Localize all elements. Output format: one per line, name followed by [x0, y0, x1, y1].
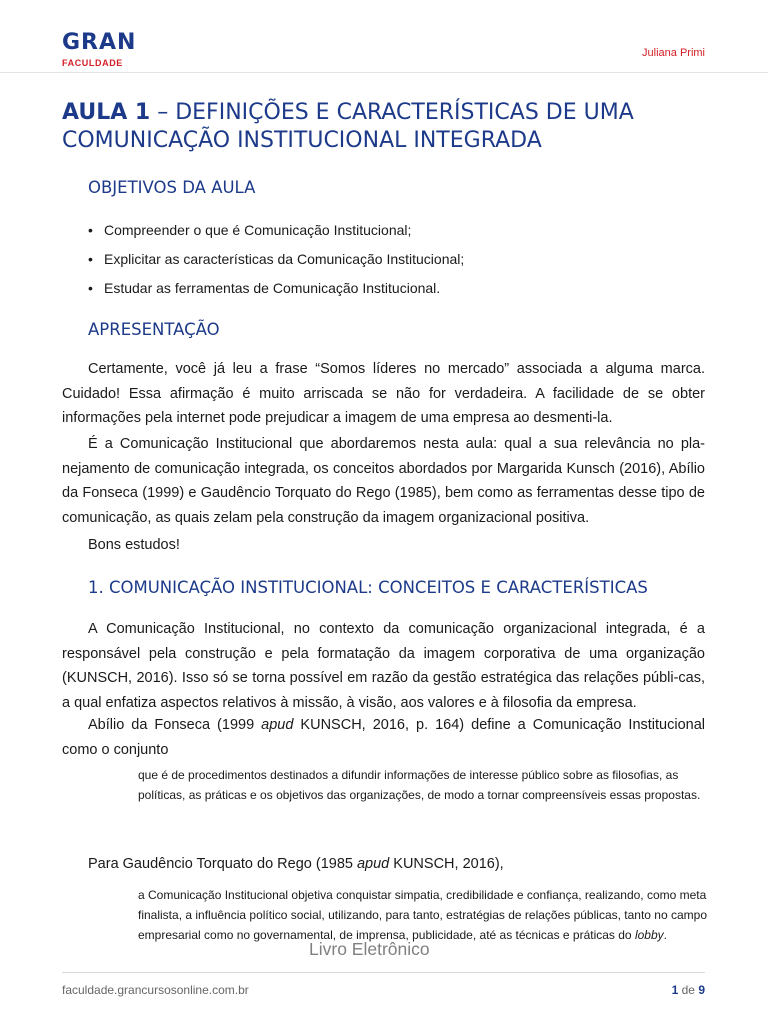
- p3-text-end: KUNSCH, 2016),: [389, 856, 504, 872]
- page-number: [672, 983, 705, 997]
- page-total: 9: [698, 983, 705, 997]
- p2-text-end: KUNSCH, 2016, p. 164) define a Comunicação Institucional como o conjunto: [62, 717, 705, 758]
- list-item: • Compreender o que é Comunicação Institucional;: [88, 220, 708, 249]
- p2-apud: apud: [261, 717, 294, 733]
- list-item: • Explicitar as características da Comunicação Institucional;: [88, 249, 708, 278]
- logo-main-text: GRAN: [62, 30, 137, 55]
- footer-url-link[interactable]: faculdade.grancursosonline.com.br: [62, 983, 249, 997]
- block-quote-2: [138, 885, 708, 945]
- lesson-title: [62, 99, 722, 155]
- author-name: Juliana Primi: [642, 47, 705, 59]
- quote2-lobby: lobby: [634, 928, 664, 942]
- p2-text-start: Abílio da Fonseca (1999: [88, 717, 262, 733]
- presentation-heading: APRESENTAÇÃO: [88, 320, 220, 339]
- list-item: • Estudar as ferramentas de Comunicação Institucional.: [88, 278, 708, 307]
- section-1-paragraph-1: A Comunicação Institucional, no contexto da comunicação organizacional integrada, é a responsável pela construção e pela formatação da imagem corporativa de uma organização (KUNSCH, 2016). Isso só se torna possível em razão da gestão estratégica das relações públi-cas, a qual enfatiza aspectos relativos à missão, à visão, aos valores e à filosofia da empresa.: [62, 621, 705, 711]
- section-1-paragraph-3: [62, 852, 705, 877]
- section-1-paragraph-2: [62, 713, 705, 762]
- watermark-livro-eletronico: Livro Eletrônico: [309, 939, 430, 959]
- gran-faculdade-logo[interactable]: [62, 30, 142, 71]
- footer-divider: [62, 972, 705, 973]
- lesson-number: AULA 1: [62, 100, 151, 125]
- p3-text-start: Para Gaudêncio Torquato do Rego (1985: [88, 856, 357, 872]
- page-header: [0, 0, 768, 74]
- section-1-heading: 1. COMUNICAÇÃO INSTITUCIONAL: CONCEITOS E CARACTERÍSTICAS: [88, 578, 648, 597]
- quote2-text: a Comunicação Institucional objetiva conquistar simpatia, credibilidade e confiança, realizando, como meta finalista, a influência político social, utilizando, para tanto, estratégias de relações públicas, tanto no campo empresarial como no governamental, de imprensa, publicidade, até as técnicas e práticas do: [138, 888, 708, 942]
- quote2-end: .: [663, 928, 667, 942]
- header-divider: [0, 72, 768, 73]
- objectives-list: [88, 220, 708, 307]
- page-separator: de: [678, 983, 699, 997]
- objectives-heading: OBJETIVOS DA AULA: [88, 178, 256, 197]
- lesson-title-text: – DEFINIÇÕES E CARACTERÍSTICAS DE UMA COMUNICAÇÃO INSTITUCIONAL INTEGRADA: [62, 100, 634, 153]
- presentation-paragraph-1: Certamente, você já leu a frase “Somos líderes no mercado” associada a alguma marca. Cuidado! Essa afirmação é muito arriscada se não for verdadeira. A facilidade de se obter informações pela internet pode prejudicar a imagem de uma empresa ao desmenti-la.: [62, 361, 705, 426]
- p3-apud: apud: [356, 856, 390, 872]
- block-quote-1: que é de procedimentos destinados a difundir informações de interesse público sobre as filosofias, as políticas, as práticas e os objetivos das organizações, de modo a tornar compreensíveis essas propostas.: [138, 768, 701, 802]
- page-current: 1: [671, 983, 679, 997]
- logo-sub-text: FACULDADE: [62, 58, 123, 68]
- presentation-paragraph-3: Bons estudos!: [88, 537, 180, 553]
- presentation-paragraph-2: É a Comunicação Institucional que abordaremos nesta aula: qual a sua relevância no pla-nejamento de comunicação integrada, os conceitos abordados por Margarida Kunsch (2016), Abílio da Fonseca (1999) e Gaudêncio Torquato do Rego (1985), bem como as ferramentas desse tipo de comunicação, as quais zelam pela construção da imagem organizacional positiva.: [62, 436, 705, 526]
